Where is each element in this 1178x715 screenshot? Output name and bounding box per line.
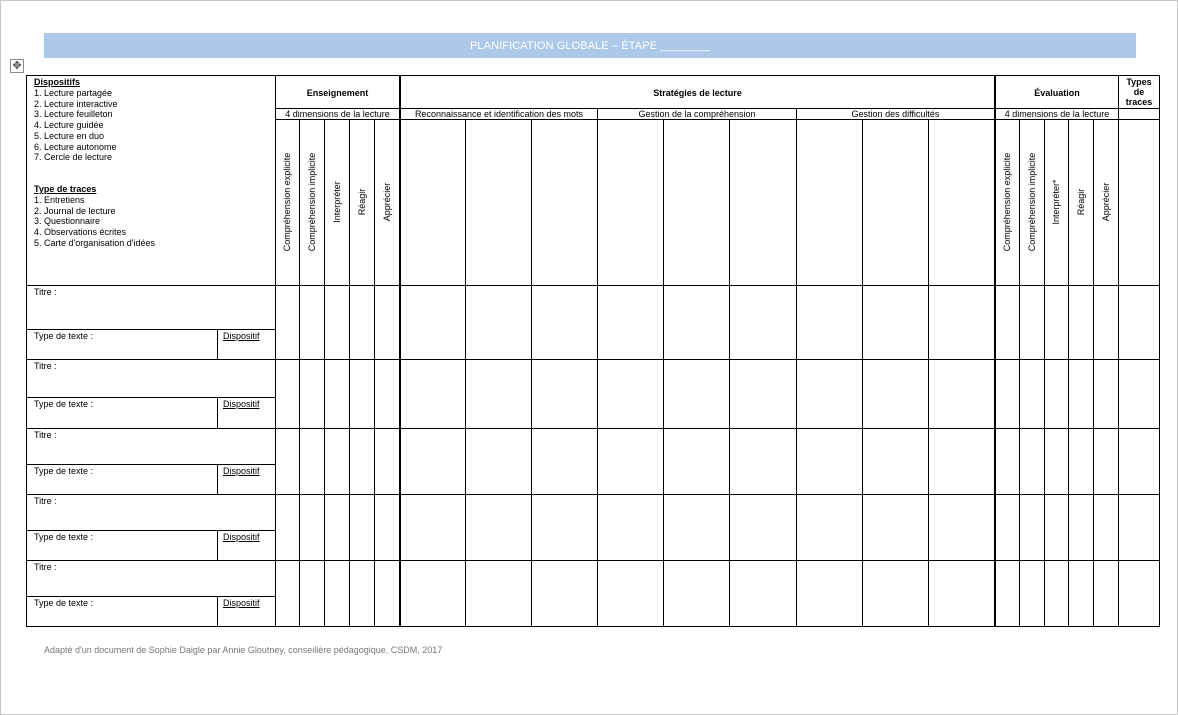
page-title: PLANIFICATION GLOBALE – ÉTAPE ________ [44, 33, 1136, 58]
row-dispositif-label: Dispositif [223, 331, 260, 341]
vertical-label-enseignement: Compréhension explicite [282, 152, 292, 252]
table-border-top [26, 75, 1160, 76]
row-dispositif-label: Dispositif [223, 399, 260, 409]
row-split-rule [26, 464, 275, 465]
column-rule [465, 119, 466, 626]
row-titre-label: Titre : [34, 430, 57, 440]
row-titre-label: Titre : [34, 562, 57, 572]
header-types-traces: traces [1125, 97, 1153, 107]
column-rule [928, 119, 929, 626]
row-split-rule [26, 596, 275, 597]
trace-item: 3. Questionnaire [34, 216, 101, 227]
dispositifs-heading: Dispositifs [34, 77, 81, 87]
column-rule [531, 119, 532, 626]
trace-item: 5. Carte d'organisation d'idées [34, 237, 156, 248]
header-types-traces: de [1133, 87, 1145, 97]
row-rule [26, 359, 1159, 360]
dispositif-item: 6. Lecture autonome [34, 141, 117, 152]
dispositif-item: 1. Lecture partagée [34, 88, 113, 98]
subheader-gestion-difficultes: Gestion des difficultés [851, 109, 940, 119]
trace-item: 2. Journal de lecture [34, 205, 116, 216]
row-type-texte-label: Type de texte : [34, 331, 94, 341]
dispositif-rule [217, 397, 218, 428]
column-rule-thick [994, 75, 996, 626]
dispositif-rule [217, 596, 218, 626]
subheader-reconnaissance: Reconnaissance et identification des mots [414, 109, 584, 119]
dispositif-rule [217, 329, 218, 359]
table-border-right [1159, 75, 1160, 627]
row-titre-label: Titre : [34, 361, 57, 371]
row-split-rule [26, 530, 275, 531]
dispositif-item: 7. Cercle de lecture [34, 152, 113, 163]
vertical-label-evaluation: Réagir [1076, 188, 1086, 216]
dispositif-item: 4. Lecture guidée [34, 120, 104, 131]
move-icon[interactable]: ✥ [10, 59, 24, 73]
column-rule [862, 119, 863, 626]
row-type-texte-label: Type de texte : [34, 399, 94, 409]
row-type-texte-label: Type de texte : [34, 466, 94, 476]
table-border-bottom [26, 626, 1160, 627]
row-dispositif-label: Dispositif [223, 598, 260, 608]
column-rule [324, 119, 325, 626]
trace-item: 1. Entretiens [34, 195, 85, 205]
vertical-label-evaluation: Interpréter* [1051, 179, 1061, 225]
column-rule [729, 119, 730, 626]
header-evaluation: Évaluation [1034, 88, 1080, 98]
subheader-dims-evaluation: 4 dimensions de la lecture [1004, 109, 1110, 119]
vertical-label-enseignement: Compréhension implicite [307, 152, 317, 252]
row-rule [26, 494, 1159, 495]
vertical-label-enseignement: Réagir [357, 188, 367, 216]
vertical-label-evaluation: Apprécier [1101, 182, 1111, 222]
traces-heading: Type de traces [34, 184, 97, 194]
footer-credit: Adapté d'un document de Sophie Daigle par Annie Gloutney, conseillère pédagogique, CSDM, 2017 [44, 645, 443, 655]
row-rule [26, 428, 1159, 429]
column-rule [374, 119, 375, 626]
header-strategies: Stratégies de lecture [653, 88, 742, 98]
header-types-traces: Types [1126, 77, 1152, 87]
row-rule [26, 285, 1159, 286]
column-rule [1118, 75, 1119, 626]
vertical-label-evaluation: Compréhension explicite [1002, 152, 1012, 252]
vertical-label-enseignement: Apprécier [382, 182, 392, 222]
subheader-dims-enseignement: 4 dimensions de la lecture [285, 109, 390, 119]
column-rule [349, 119, 350, 626]
vertical-label-enseignement: Interpréter [332, 181, 342, 223]
dispositif-rule [217, 530, 218, 560]
column-rule [275, 75, 276, 626]
dispositif-item: 2. Lecture interactive [34, 98, 118, 109]
row-split-rule [26, 329, 275, 330]
trace-item: 4. Observations écrites [34, 227, 127, 238]
row-rule [26, 560, 1159, 561]
header-enseignement: Enseignement [306, 88, 369, 98]
row-type-texte-label: Type de texte : [34, 532, 94, 542]
group-rule [597, 108, 598, 626]
column-rule [1044, 119, 1045, 626]
row-type-texte-label: Type de texte : [34, 598, 94, 608]
row-split-rule [26, 397, 275, 398]
row-dispositif-label: Dispositif [223, 532, 260, 542]
column-rule [663, 119, 664, 626]
dispositif-item: 3. Lecture feuilleton [34, 109, 113, 120]
row-dispositif-label: Dispositif [223, 466, 260, 476]
group-rule [796, 108, 797, 626]
row-titre-label: Titre : [34, 496, 57, 506]
dispositif-rule [217, 464, 218, 494]
column-rule [1093, 119, 1094, 626]
subheader-gestion-comprehension: Gestion de la compréhension [638, 109, 756, 119]
table-border-left [26, 75, 27, 627]
column-rule [1019, 119, 1020, 626]
column-rule [299, 119, 300, 626]
vertical-label-evaluation: Compréhension implicite [1027, 152, 1037, 252]
dispositif-item: 5. Lecture en duo [34, 130, 105, 141]
row-titre-label: Titre : [34, 287, 57, 297]
column-rule [1068, 119, 1069, 626]
header-rule [1118, 108, 1159, 109]
column-rule-thick [399, 75, 401, 626]
